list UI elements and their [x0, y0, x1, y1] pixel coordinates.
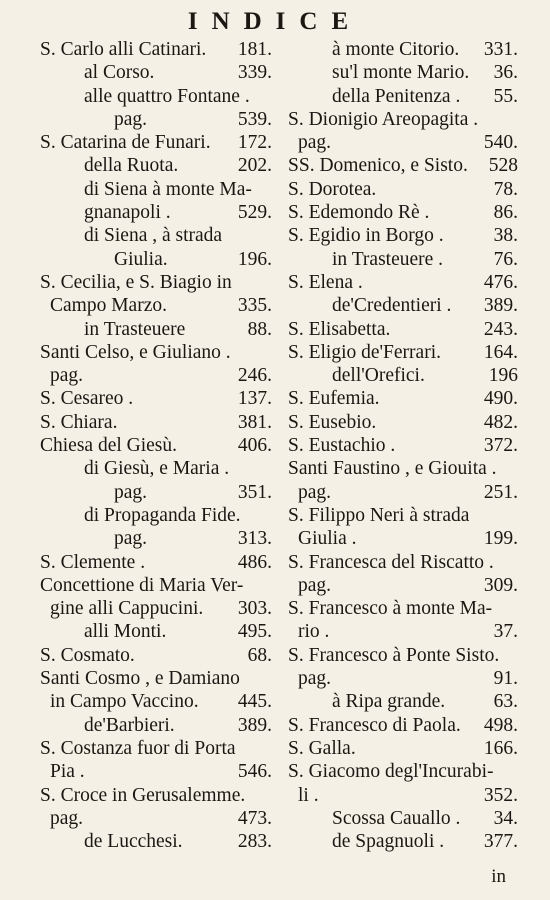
index-entry [40, 248, 272, 271]
entry-text: Giulia. [114, 248, 168, 270]
index-entry [288, 690, 518, 713]
entry-text: su'l monte Mario. [332, 62, 470, 84]
entry-page-number: 283. [237, 831, 272, 853]
index-entry [288, 178, 518, 201]
index-entry [288, 318, 518, 341]
entry-page-number: 335. [237, 295, 272, 317]
entry-page-number: 351. [237, 481, 272, 503]
entry-text: Scossa Cauallo . [332, 807, 461, 829]
entry-page-number: 498. [483, 714, 518, 736]
index-entry [40, 294, 272, 317]
entry-page-number: 243. [483, 318, 518, 340]
entry-page-number: 490. [483, 388, 518, 410]
entry-page-number: 68. [247, 644, 272, 666]
entry-page-number: 36. [493, 62, 518, 84]
entry-text: Pia . [50, 761, 85, 783]
entry-page-number: 372. [483, 435, 518, 457]
entry-text: S. Eligio de'Ferrari. [288, 341, 441, 363]
entry-text: pag. [298, 132, 332, 154]
index-entry [288, 131, 518, 154]
entry-page-number: 91. [493, 668, 518, 690]
index-entry [288, 61, 518, 84]
index-entry [40, 434, 272, 457]
entry-page-number: 377. [483, 831, 518, 853]
entry-text: S. Eustachio . [288, 435, 396, 457]
entry-text: S. Elisabetta. [288, 318, 391, 340]
index-entry [40, 620, 272, 643]
index-entry [288, 667, 518, 690]
index-entry [288, 341, 518, 364]
entry-page-number: 202. [237, 155, 272, 177]
entry-text: al Corso. [84, 62, 155, 84]
entry-text: S. Eufemia. [288, 388, 380, 410]
entry-page-number: 339. [237, 62, 272, 84]
entry-text: S. Giacomo degl'Incurabi- [288, 761, 494, 783]
entry-text: de'Credentieri . [332, 295, 452, 317]
entry-page-number: 166. [483, 737, 518, 759]
entry-page-number: 86. [493, 202, 518, 224]
index-entry [288, 504, 518, 527]
entry-text: S. Cosmato. [40, 644, 135, 666]
entry-text: S. Dionigio Areopagita . [288, 108, 479, 130]
index-entry [40, 551, 272, 574]
entry-page-number: 196. [237, 248, 272, 270]
index-entry [40, 271, 272, 294]
index-entry [40, 364, 272, 387]
entry-text: della Ruota. [84, 155, 179, 177]
entry-text: S. Galla. [288, 737, 356, 759]
entry-text: S. Egidio in Borgo . [288, 225, 444, 247]
index-column-left [40, 38, 272, 853]
entry-page-number: 352. [483, 784, 518, 806]
entry-page-number: 88. [247, 318, 272, 340]
entry-text: in Campo Vaccino. [50, 691, 199, 713]
index-entry [40, 527, 272, 550]
entry-page-number: 172. [237, 132, 272, 154]
index-entry [40, 737, 272, 760]
entry-page-number: 406. [237, 435, 272, 457]
entry-text: de Spagnuoli . [332, 831, 445, 853]
entry-page-number: 181. [237, 39, 272, 60]
index-entry [288, 38, 518, 61]
entry-text: à monte Citorio. [332, 39, 460, 60]
entry-text: S. Elena . [288, 271, 363, 293]
entry-page-number: 55. [493, 85, 518, 107]
index-entry [40, 504, 272, 527]
index-entry [40, 201, 272, 224]
index-entry [288, 387, 518, 410]
index-entry [288, 108, 518, 131]
entry-page-number: 37. [493, 621, 518, 643]
index-entry [40, 714, 272, 737]
entry-text: Giulia . [298, 528, 357, 550]
entry-text: rio . [298, 621, 330, 643]
entry-text: di Siena à monte Ma- [84, 178, 252, 200]
index-entry [40, 457, 272, 480]
entry-text: SS. Domenico, e Sisto. [288, 155, 468, 177]
entry-text: pag. [298, 574, 332, 596]
entry-text: di Giesù, e Maria . [84, 458, 230, 480]
index-entry [288, 201, 518, 224]
entry-text: S. Croce in Gerusalemme. [40, 784, 246, 806]
entry-text: alli Monti. [84, 621, 167, 643]
index-entry [288, 527, 518, 550]
entry-page-number: 137. [237, 388, 272, 410]
index-entry [40, 690, 272, 713]
entry-text: pag. [298, 481, 332, 503]
index-entry [288, 411, 518, 434]
entry-page-number: 331. [483, 39, 518, 60]
entry-text: gnanapoli . [84, 202, 171, 224]
entry-text: Campo Marzo. [50, 295, 167, 317]
entry-text: S. Francesco di Paola. [288, 714, 461, 736]
entry-text: S. Francesco à Ponte Sisto. [288, 644, 500, 666]
index-entry [40, 224, 272, 247]
entry-page-number: 76. [493, 248, 518, 270]
index-entry [40, 760, 272, 783]
entry-text: in Trasteuere . [332, 248, 444, 270]
index-entry [40, 830, 272, 853]
entry-text: S. Clemente . [40, 551, 146, 573]
index-entry [288, 434, 518, 457]
index-entry [288, 457, 518, 480]
index-entry [288, 760, 518, 783]
index-column-right [288, 38, 518, 853]
entry-text: pag. [50, 365, 84, 387]
entry-text: S. Carlo alli Catinari. [40, 39, 207, 60]
index-entry [288, 294, 518, 317]
entry-text: dell'Orefici. [332, 365, 425, 387]
entry-text: de Lucchesi. [84, 831, 183, 853]
entry-text: pag. [298, 668, 332, 690]
entry-page-number: 445. [237, 691, 272, 713]
entry-text: Chiesa del Giesù. [40, 435, 178, 457]
entry-text: S. Costanza fuor di Porta [40, 737, 236, 759]
index-entry [288, 737, 518, 760]
entry-page-number: 164. [483, 341, 518, 363]
index-entry [40, 318, 272, 341]
entry-text: S. Filippo Neri à strada [288, 504, 470, 526]
index-entry [40, 481, 272, 504]
index-entry [288, 224, 518, 247]
index-entry [288, 574, 518, 597]
index-entry [288, 620, 518, 643]
entry-text: della Penitenza . [332, 85, 461, 107]
index-entry [40, 108, 272, 131]
entry-page-number: 528 [488, 155, 518, 177]
entry-text: Santi Faustino , e Giouita . [288, 458, 497, 480]
index-entry [40, 574, 272, 597]
page-header: INDICE [187, 8, 363, 35]
entry-page-number: 389. [237, 714, 272, 736]
entry-text: à Ripa grande. [332, 691, 446, 713]
entry-text: S. Eusebio. [288, 411, 377, 433]
entry-text: S. Dorotea. [288, 178, 377, 200]
entry-page-number: 246. [237, 365, 272, 387]
entry-text: de'Barbieri. [84, 714, 175, 736]
entry-page-number: 546. [237, 761, 272, 783]
entry-text: Santi Celso, e Giuliano . [40, 341, 231, 363]
entry-text: Concettione di Maria Ver- [40, 574, 244, 596]
entry-page-number: 313. [237, 528, 272, 550]
entry-text: pag. [50, 807, 84, 829]
index-entry [40, 85, 272, 108]
entry-page-number: 63. [493, 691, 518, 713]
entry-text: S. Cecilia, e S. Biagio in [40, 271, 232, 293]
entry-page-number: 251. [483, 481, 518, 503]
index-entry [40, 154, 272, 177]
index-entry [40, 387, 272, 410]
entry-page-number: 199. [483, 528, 518, 550]
index-entry [288, 807, 518, 830]
index-entry [40, 807, 272, 830]
entry-text: pag. [114, 528, 148, 550]
index-entry [40, 597, 272, 620]
entry-page-number: 309. [483, 574, 518, 596]
index-entry [288, 248, 518, 271]
entry-page-number: 495. [237, 621, 272, 643]
entry-page-number: 473. [237, 807, 272, 829]
entry-page-number: 303. [237, 598, 272, 620]
entry-page-number: 38. [493, 225, 518, 247]
entry-text: S. Cesareo . [40, 388, 134, 410]
index-entry [288, 481, 518, 504]
entry-text: gine alli Cappucini. [50, 598, 204, 620]
index-entry [40, 784, 272, 807]
entry-page-number: 539. [237, 108, 272, 130]
entry-text: Santi Cosmo , e Damiano [40, 668, 240, 690]
catchword: in [491, 866, 506, 887]
index-entry [40, 667, 272, 690]
entry-page-number: 486. [237, 551, 272, 573]
entry-page-number: 540. [483, 132, 518, 154]
entry-text: S. Catarina de Funari. [40, 132, 211, 154]
index-entry [288, 784, 518, 807]
entry-text: di Siena , à strada [84, 225, 223, 247]
entry-text: pag. [114, 108, 148, 130]
entry-text: S. Chiara. [40, 411, 118, 433]
index-entry [40, 411, 272, 434]
index-entry [40, 131, 272, 154]
entry-page-number: 78. [493, 178, 518, 200]
index-entry [40, 38, 272, 61]
index-entry [288, 830, 518, 853]
entry-page-number: 381. [237, 411, 272, 433]
index-entry [40, 61, 272, 84]
index-entry [288, 154, 518, 177]
entry-text: di Propaganda Fide. [84, 504, 241, 526]
entry-text: alle quattro Fontane . [84, 85, 250, 107]
index-entry [288, 551, 518, 574]
entry-text: in Trasteuere [84, 318, 186, 340]
index-entry [40, 644, 272, 667]
entry-page-number: 476. [483, 271, 518, 293]
entry-text: pag. [114, 481, 148, 503]
entry-page-number: 196 [488, 365, 518, 387]
index-entry [288, 271, 518, 294]
entry-page-number: 482. [483, 411, 518, 433]
index-entry [288, 597, 518, 620]
index-entry [288, 85, 518, 108]
index-entry [288, 714, 518, 737]
entry-text: li . [298, 784, 319, 806]
index-entry [288, 644, 518, 667]
entry-text: S. Edemondo Rè . [288, 202, 430, 224]
index-entry [40, 178, 272, 201]
index-entry [40, 341, 272, 364]
entry-page-number: 34. [493, 807, 518, 829]
entry-page-number: 389. [483, 295, 518, 317]
entry-page-number: 529. [237, 202, 272, 224]
entry-text: S. Francesco à monte Ma- [288, 598, 493, 620]
index-entry [288, 364, 518, 387]
entry-text: S. Francesca del Riscatto . [288, 551, 494, 573]
